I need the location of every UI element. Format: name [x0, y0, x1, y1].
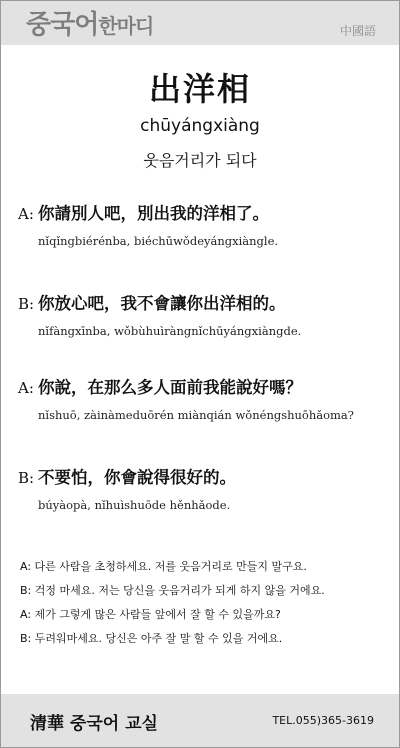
dialogue-chinese: 你說，在那么多人面前我能說好嗎？ — [38, 378, 302, 397]
series-main: 중국어 — [26, 10, 99, 40]
translation-line: B: 걱정 마세요. 저는 당신을 웃음거리가 되게 하지 않을 거에요. — [20, 584, 325, 597]
phone-number: TEL.055)365-3619 — [272, 714, 374, 727]
school-name: 清華 중국어 교실 — [30, 714, 158, 734]
speaker-label: B: — [18, 295, 35, 313]
dialogue-pinyin: búyàopà, nǐhuìshuōde hěnhǎode. — [38, 498, 231, 512]
series-title — [26, 4, 153, 41]
dialogue-line-4 — [18, 464, 236, 488]
dialogue-pinyin: nǐqǐngbiérénba, biéchūwǒdeyángxiàngle. — [38, 234, 279, 248]
language-label: 中國語 — [339, 24, 376, 38]
phrase-title: 出洋相 — [148, 70, 251, 108]
translation-line: A: 제가 그렇게 많은 사람들 앞에서 잘 할 수 있을까요? — [20, 608, 281, 621]
dialogue-chinese: 不要怕，你會說得很好的。 — [38, 468, 236, 487]
series-sub: 한마디 — [98, 14, 154, 38]
dialogue-line-3 — [18, 374, 302, 398]
speaker-label: A: — [18, 379, 34, 397]
dialogue-line-1 — [18, 200, 269, 224]
dialogue-line-2 — [18, 290, 286, 314]
dialogue-chinese: 你放心吧，我不會讓你出洋相的。 — [38, 294, 286, 313]
phrase-pinyin: chūyángxiàng — [140, 116, 260, 136]
dialogue-chinese: 你請別人吧，別出我的洋相了。 — [38, 204, 269, 223]
dialogue-pinyin: nǐfàngxīnba, wǒbùhuìràngnǐchūyángxiàngde. — [38, 324, 302, 338]
phrase-meaning: 웃음거리가 되다 — [143, 151, 257, 170]
speaker-label: B: — [18, 469, 35, 487]
translation-line: A: 다른 사람을 초청하세요. 저를 웃음거리로 만들지 말구요. — [20, 560, 307, 573]
speaker-label: A: — [18, 205, 34, 223]
dialogue-pinyin: nǐshuō, zàinàmeduōrén miànqián wǒnéngshuōhǎoma? — [38, 408, 354, 422]
translation-line: B: 두려워마세요. 당신은 아주 잘 말 할 수 있을 거에요. — [20, 632, 283, 645]
